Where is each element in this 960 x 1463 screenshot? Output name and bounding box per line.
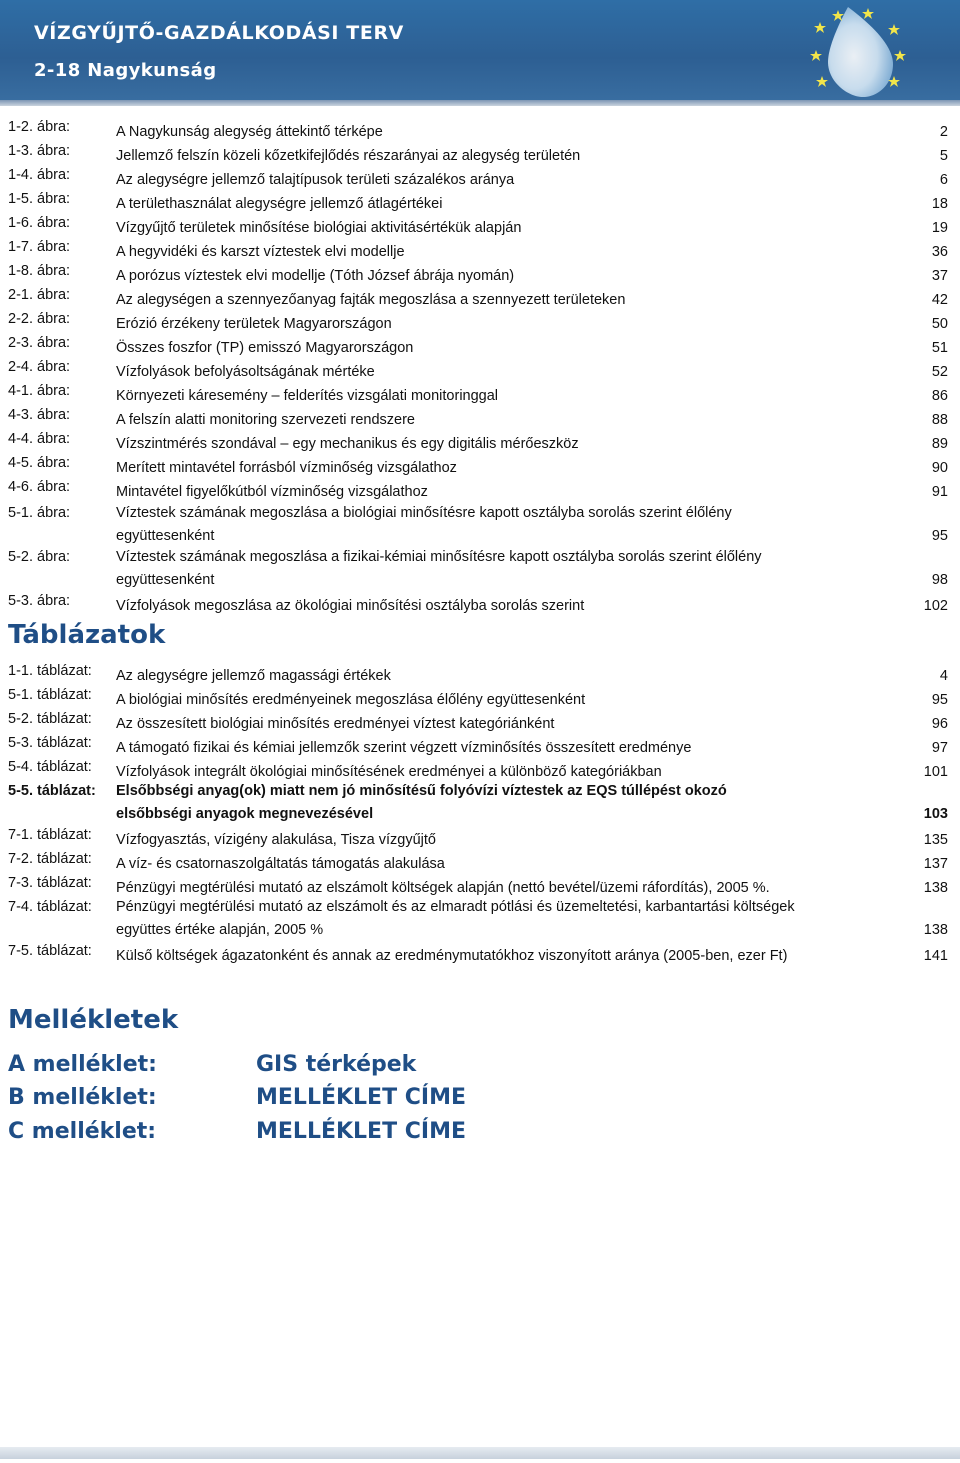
toc-entry-page: 138 bbox=[923, 880, 948, 896]
toc-entry-label: 7-4. táblázat: bbox=[8, 899, 92, 915]
dot-leader bbox=[375, 800, 922, 818]
dot-leader bbox=[789, 942, 921, 960]
toc-entry-title: Vízszintmérés szondával – egy mechanikus és egy digitális mérőeszköz bbox=[116, 436, 579, 452]
header-title: VÍZGYŰJTŐ-GAZDÁLKODÁSI TERV bbox=[34, 22, 404, 44]
annex-label: B melléklet: bbox=[8, 1085, 157, 1110]
toc-entry-page: 5 bbox=[939, 148, 948, 164]
dot-leader bbox=[664, 758, 922, 776]
annex-title[interactable]: MELLÉKLET CÍME bbox=[256, 1119, 466, 1144]
toc-entry-label: 7-1. táblázat: bbox=[8, 827, 92, 843]
toc-entry-page: 91 bbox=[931, 484, 948, 500]
dot-leader bbox=[459, 454, 930, 472]
dot-leader bbox=[500, 382, 930, 400]
dot-leader bbox=[415, 334, 930, 352]
toc-entry-title: együttes értéke alapján, 2005 % bbox=[116, 922, 324, 938]
toc-entry-title: Elsőbbségi anyag(ok) miatt nem jó minősítésű folyóvízi víztestek az EQS túllépést okozó bbox=[116, 783, 727, 799]
toc-entry-page: 138 bbox=[923, 922, 948, 938]
toc-entry-title: együttesenként bbox=[116, 528, 215, 544]
toc-entry-title: Az alegységen a szennyezőanyag fajták megoszlása a szennyezett területeken bbox=[116, 292, 626, 308]
toc-entry-label: 4-6. ábra: bbox=[8, 479, 71, 495]
dot-leader bbox=[627, 286, 929, 304]
toc-entry-title: A Nagykunság alegység áttekintő térképe bbox=[116, 124, 383, 140]
toc-entry-title: A víz- és csatornaszolgáltatás támogatás alakulása bbox=[116, 856, 445, 872]
toc-entry-page: 141 bbox=[923, 948, 948, 964]
toc-entry-title: együttesenként bbox=[116, 572, 215, 588]
dot-leader bbox=[216, 522, 930, 540]
toc-entry-label: 1-6. ábra: bbox=[8, 215, 71, 231]
toc-entry-page: 95 bbox=[931, 692, 948, 708]
annex-title[interactable]: GIS térképek bbox=[256, 1052, 417, 1077]
toc-entry-title: A területhasználat alegységre jellemző átlagértékei bbox=[116, 196, 443, 212]
toc-entry-title: Mintavétel figyelőkútból vízminőség vizsgálathoz bbox=[116, 484, 428, 500]
toc-entry-label: 1-7. ábra: bbox=[8, 239, 71, 255]
document-header bbox=[0, 0, 960, 106]
water-drop-stars-icon bbox=[808, 2, 958, 102]
toc-entry-title: Külső költségek ágazatonként és annak az eredménymutatókhoz viszonyított aránya (2005-ben, ezer Ft) bbox=[116, 948, 788, 964]
toc-entry-title: A porózus víztestek elvi modellje (Tóth József ábrája nyomán) bbox=[116, 268, 515, 284]
dot-leader bbox=[394, 310, 930, 328]
dot-leader bbox=[523, 214, 929, 232]
footer-bar bbox=[0, 1447, 960, 1459]
toc-entry-label: 5-1. táblázat: bbox=[8, 687, 92, 703]
toc-entry-label: 4-3. ábra: bbox=[8, 407, 71, 423]
toc-entry-label: 5-1. ábra: bbox=[8, 505, 71, 521]
toc-entry-title: Merített mintavétel forrásból vízminőség vizsgálathoz bbox=[116, 460, 457, 476]
dot-leader bbox=[377, 358, 930, 376]
toc-entry-label: 1-2. ábra: bbox=[8, 119, 71, 135]
toc-entry-page: 95 bbox=[931, 528, 948, 544]
toc-entry-label: 1-5. ábra: bbox=[8, 191, 71, 207]
toc-entry-label: 1-4. ábra: bbox=[8, 167, 71, 183]
toc-entry-label: 5-3. ábra: bbox=[8, 593, 71, 609]
toc-entry-title: Erózió érzékeny területek Magyarországon bbox=[116, 316, 392, 332]
toc-entry-title: Összes foszfor (TP) emisszó Magyarországon bbox=[116, 340, 414, 356]
toc-entry-label: 1-1. táblázat: bbox=[8, 663, 92, 679]
toc-entry-label: 1-8. ábra: bbox=[8, 263, 71, 279]
dot-leader bbox=[516, 166, 938, 184]
toc-entry-label: 2-3. ábra: bbox=[8, 335, 71, 351]
toc-entry-label: 5-2. táblázat: bbox=[8, 711, 92, 727]
toc-entry-label: 1-3. ábra: bbox=[8, 143, 71, 159]
toc-entry-title: Vízfolyások befolyásoltságának mértéke bbox=[116, 364, 375, 380]
toc-entry-label: 2-1. ábra: bbox=[8, 287, 71, 303]
toc-entry-title: Jellemző felszín közeli kőzetkifejlődés részarányai az alegység területén bbox=[116, 148, 581, 164]
toc-entry-title: Pénzügyi megtérülési mutató az elszámolt és az elmaradt pótlási és üzemeltetési, karbantartási költségek bbox=[116, 899, 795, 915]
toc-entry-label: 5-2. ábra: bbox=[8, 549, 71, 565]
toc-entry-page: 98 bbox=[931, 572, 948, 588]
toc-entry-page: 97 bbox=[931, 740, 948, 756]
toc-entry-title: Vízfogyasztás, vízigény alakulása, Tisza vízgyűjtő bbox=[116, 832, 436, 848]
dot-leader bbox=[582, 142, 938, 160]
toc-entry-page: 18 bbox=[931, 196, 948, 212]
dot-leader bbox=[447, 850, 922, 868]
dot-leader bbox=[385, 118, 938, 136]
toc-entry-page: 6 bbox=[939, 172, 948, 188]
toc-entry-label: 7-2. táblázat: bbox=[8, 851, 92, 867]
dot-leader bbox=[393, 662, 938, 680]
annexes-heading: Mellékletek bbox=[8, 1005, 179, 1035]
toc-entry-label: 4-5. ábra: bbox=[8, 455, 71, 471]
toc-entry-page: 36 bbox=[931, 244, 948, 260]
toc-entry-title: Víztestek számának megoszlása a fizikai-kémiai minősítésre kapott osztályba sorolás szerint élőlény bbox=[116, 549, 762, 565]
toc-entry-page: 4 bbox=[939, 668, 948, 684]
dot-leader bbox=[438, 826, 922, 844]
toc-entry-label: 2-4. ábra: bbox=[8, 359, 71, 375]
toc-entry-page: 137 bbox=[923, 856, 948, 872]
dot-leader bbox=[581, 430, 930, 448]
toc-entry-page: 88 bbox=[931, 412, 948, 428]
dot-leader bbox=[586, 592, 922, 610]
toc-entry-title: Az alegységre jellemző magassági értékek bbox=[116, 668, 391, 684]
toc-entry-label: 5-3. táblázat: bbox=[8, 735, 92, 751]
toc-entry-page: 102 bbox=[923, 598, 948, 614]
dot-leader bbox=[772, 874, 922, 892]
header-subtitle: 2-18 Nagykunság bbox=[34, 60, 217, 81]
toc-entry-page: 52 bbox=[931, 364, 948, 380]
dot-leader bbox=[407, 238, 930, 256]
toc-entry-page: 101 bbox=[923, 764, 948, 780]
toc-entry-page: 90 bbox=[931, 460, 948, 476]
toc-entry-label: 2-2. ábra: bbox=[8, 311, 71, 327]
dot-leader bbox=[417, 406, 930, 424]
toc-entry-title: Víztestek számának megoszlása a biológiai minősítésre kapott osztályba sorolás szerint élőlény bbox=[116, 505, 732, 521]
toc-entry-title: Környezeti káresemény – felderítés vizsgálati monitoringgal bbox=[116, 388, 499, 404]
toc-entry-page: 103 bbox=[923, 806, 948, 822]
toc-entry-label: 7-3. táblázat: bbox=[8, 875, 92, 891]
dot-leader bbox=[587, 686, 930, 704]
toc-entry-title: A támogató fizikai és kémiai jellemzők szerint végzett vízminősítés összesített eredménye bbox=[116, 740, 692, 756]
toc-entry-title: A felszín alatti monitoring szervezeti rendszere bbox=[116, 412, 415, 428]
toc-entry-label: 7-5. táblázat: bbox=[8, 943, 92, 959]
toc-entry-title: Vízfolyások integrált ökológiai minősítésének eredményei a különböző kategóriákban bbox=[116, 764, 662, 780]
toc-entry-page: 96 bbox=[931, 716, 948, 732]
toc-entry-title: Pénzügyi megtérülési mutató az elszámolt költségek alapján (nettó bevétel/üzemi ráfordítás), 2005 %. bbox=[116, 880, 770, 896]
dot-leader bbox=[444, 190, 929, 208]
toc-entry-label: 4-4. ábra: bbox=[8, 431, 71, 447]
toc-entry-title: Az alegységre jellemző talajtípusok területi százalékos aránya bbox=[116, 172, 515, 188]
toc-entry-title: Az összesített biológiai minősítés eredményei víztest kategóriánként bbox=[116, 716, 555, 732]
toc-entry-title: A hegyvidéki és karszt víztestek elvi modellje bbox=[116, 244, 405, 260]
toc-entry-page: 135 bbox=[923, 832, 948, 848]
dot-leader bbox=[216, 566, 930, 584]
toc-entry-page: 19 bbox=[931, 220, 948, 236]
toc-entry-page: 2 bbox=[939, 124, 948, 140]
annex-title[interactable]: MELLÉKLET CÍME bbox=[256, 1085, 466, 1110]
toc-entry-label: 5-5. táblázat: bbox=[8, 783, 96, 799]
toc-entry-title: Vízgyűjtő területek minősítése biológiai aktivitásértékük alapján bbox=[116, 220, 522, 236]
tables-heading: Táblázatok bbox=[8, 620, 166, 650]
toc-entry-page: 37 bbox=[931, 268, 948, 284]
toc-entry-page: 89 bbox=[931, 436, 948, 452]
header-shadow bbox=[0, 100, 960, 106]
toc-entry-page: 42 bbox=[931, 292, 948, 308]
dot-leader bbox=[693, 734, 929, 752]
toc-entry-label: 5-4. táblázat: bbox=[8, 759, 92, 775]
toc-entry-title: Vízfolyások megoszlása az ökológiai minősítési osztályba sorolás szerint bbox=[116, 598, 585, 614]
toc-entry-page: 51 bbox=[931, 340, 948, 356]
toc-entry-title: elsőbbségi anyagok megnevezésével bbox=[116, 806, 374, 822]
dot-leader bbox=[516, 262, 930, 280]
dot-leader bbox=[430, 478, 930, 496]
toc-entry-page: 86 bbox=[931, 388, 948, 404]
toc-entry-page: 50 bbox=[931, 316, 948, 332]
dot-leader bbox=[556, 710, 929, 728]
toc-entry-label: 4-1. ábra: bbox=[8, 383, 71, 399]
annex-label: C melléklet: bbox=[8, 1119, 157, 1144]
annex-label: A melléklet: bbox=[8, 1052, 157, 1077]
dot-leader bbox=[325, 916, 922, 934]
toc-entry-title: A biológiai minősítés eredményeinek megoszlása élőlény együttesenként bbox=[116, 692, 586, 708]
